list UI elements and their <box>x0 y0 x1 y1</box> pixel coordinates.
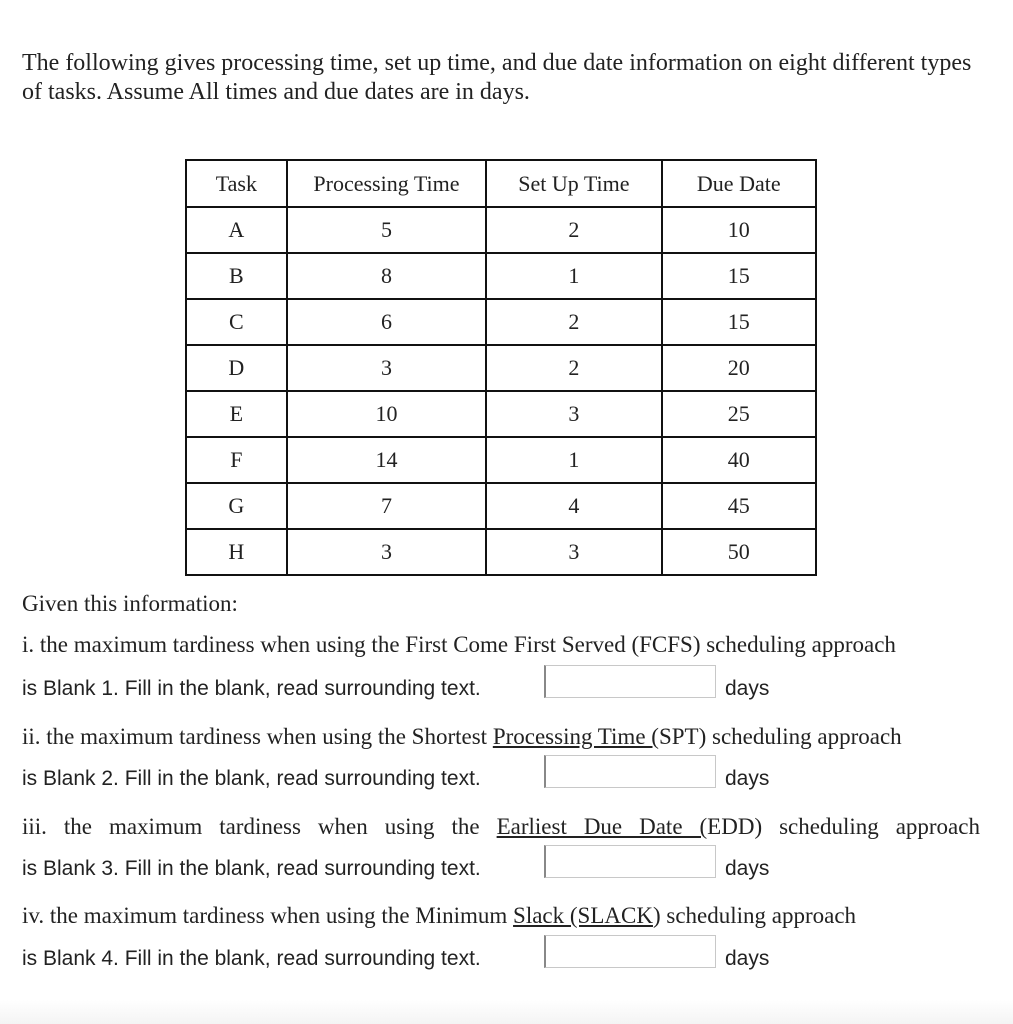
cell-set-up-time: 1 <box>486 437 661 483</box>
cell-processing-time: 8 <box>287 253 486 299</box>
question-2-text <box>22 724 902 750</box>
question-1-pre: i. the maximum tardiness when using the First Come First Served (FCFS) scheduling approach <box>22 632 896 657</box>
cell-due-date: 15 <box>662 299 816 345</box>
blank-4-unit: days <box>725 947 770 970</box>
blank-1-unit: days <box>725 677 770 700</box>
cell-set-up-time: 1 <box>486 253 661 299</box>
cell-set-up-time: 2 <box>486 345 661 391</box>
header-task: Task <box>186 160 287 207</box>
cell-task: A <box>186 207 287 253</box>
cell-set-up-time: 4 <box>486 483 661 529</box>
blank-2-unit: days <box>725 767 770 790</box>
header-set-up-time: Set Up Time <box>486 160 661 207</box>
blank-4-label: is Blank 4. Fill in the blank, read surrounding text. <box>22 947 481 970</box>
cell-task: F <box>186 437 287 483</box>
cell-processing-time: 3 <box>287 345 486 391</box>
cell-due-date: 40 <box>662 437 816 483</box>
cell-due-date: 45 <box>662 483 816 529</box>
question-3-underlined: Earliest Due Date ( <box>496 814 708 839</box>
blank-1-label: is Blank 1. Fill in the blank, read surrounding text. <box>22 677 481 700</box>
question-2-post: SPT) scheduling approach <box>658 724 902 749</box>
question-4-post: ) scheduling approach <box>652 903 857 928</box>
table-row <box>186 299 816 345</box>
cell-task: H <box>186 529 287 575</box>
cell-set-up-time: 2 <box>486 299 661 345</box>
question-1-text <box>22 632 896 658</box>
table-row <box>186 437 816 483</box>
cell-due-date: 50 <box>662 529 816 575</box>
question-3-text <box>22 814 980 840</box>
cell-task: G <box>186 483 287 529</box>
question-4-pre: iv. the maximum tardiness when using the Minimum <box>22 903 514 928</box>
blank-2-input[interactable] <box>544 755 716 788</box>
cell-processing-time: 10 <box>287 391 486 437</box>
blank-3-unit: days <box>725 857 770 880</box>
cell-due-date: 10 <box>662 207 816 253</box>
question-2-underlined: Processing Time ( <box>492 724 659 749</box>
cell-set-up-time: 3 <box>486 529 661 575</box>
table-header-row <box>186 160 816 207</box>
table-row <box>186 345 816 391</box>
table-row <box>186 207 816 253</box>
cell-processing-time: 5 <box>287 207 486 253</box>
cell-task: D <box>186 345 287 391</box>
table-row <box>186 529 816 575</box>
cell-set-up-time: 2 <box>486 207 661 253</box>
question-4-underlined: Slack (SLACK <box>513 903 653 928</box>
blank-1-input[interactable] <box>544 665 716 698</box>
blank-3-input[interactable] <box>544 845 716 878</box>
cell-processing-time: 3 <box>287 529 486 575</box>
cell-task: C <box>186 299 287 345</box>
question-4-text <box>22 903 856 929</box>
cell-processing-time: 14 <box>287 437 486 483</box>
cell-set-up-time: 3 <box>486 391 661 437</box>
question-3-post: EDD) scheduling approach <box>707 814 980 839</box>
cell-task: B <box>186 253 287 299</box>
task-table <box>185 159 817 576</box>
table-row <box>186 253 816 299</box>
header-due-date: Due Date <box>662 160 816 207</box>
page-bottom-edge <box>0 1000 1013 1024</box>
question-2-pre: ii. the maximum tardiness when using the Shortest <box>22 724 493 749</box>
cell-processing-time: 6 <box>287 299 486 345</box>
blank-4-input[interactable] <box>544 935 716 968</box>
table-row <box>186 483 816 529</box>
question-3-pre: iii. the maximum tardiness when using the <box>22 814 497 839</box>
header-processing-time: Processing Time <box>287 160 486 207</box>
table-row <box>186 391 816 437</box>
cell-task: E <box>186 391 287 437</box>
cell-processing-time: 7 <box>287 483 486 529</box>
blank-2-label: is Blank 2. Fill in the blank, read surrounding text. <box>22 767 481 790</box>
blank-3-label: is Blank 3. Fill in the blank, read surrounding text. <box>22 857 481 880</box>
cell-due-date: 20 <box>662 345 816 391</box>
cell-due-date: 25 <box>662 391 816 437</box>
given-text: Given this information: <box>22 591 238 616</box>
intro-paragraph: The following gives processing time, set up time, and due date information on eight different types of tasks. Assume All times and due dates are in days. <box>22 50 972 105</box>
cell-due-date: 15 <box>662 253 816 299</box>
